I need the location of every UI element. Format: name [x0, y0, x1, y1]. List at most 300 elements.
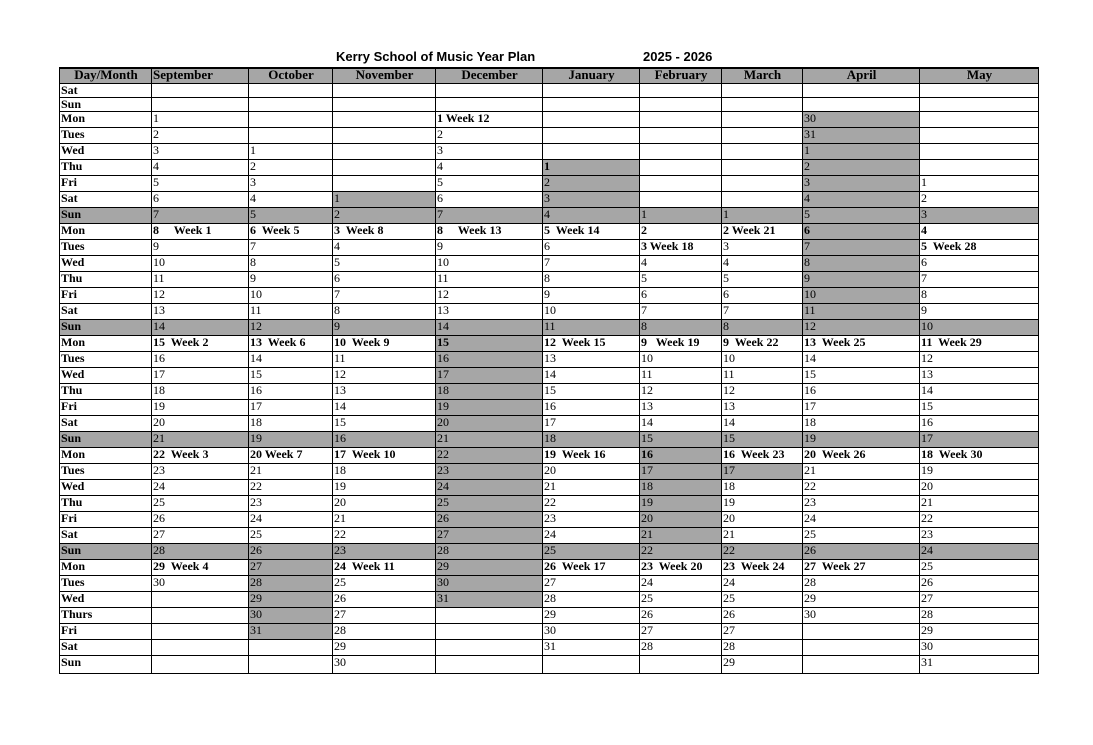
day-cell: [436, 624, 543, 640]
table-row: [60, 192, 1039, 208]
day-cell: 25: [436, 496, 543, 512]
day-cell: 17: [920, 432, 1039, 448]
day-cell: 19 Week 16: [543, 448, 640, 464]
day-cell: 30: [920, 640, 1039, 656]
day-cell: 28: [333, 624, 436, 640]
day-cell: [640, 98, 722, 112]
day-cell: 21: [640, 528, 722, 544]
day-cell: [543, 128, 640, 144]
day-cell: [436, 84, 543, 98]
day-label: Mon: [60, 336, 152, 352]
day-cell: 10: [803, 288, 920, 304]
day-cell: 26: [640, 608, 722, 624]
table-row: [60, 640, 1039, 656]
day-cell: 18: [543, 432, 640, 448]
day-label: Tues: [60, 464, 152, 480]
day-cell: 6: [920, 256, 1039, 272]
day-cell: 28: [543, 592, 640, 608]
day-cell: 29 Week 4: [152, 560, 249, 576]
day-cell: 5: [722, 272, 803, 288]
column-header-february: February: [640, 68, 722, 84]
day-cell: 22: [249, 480, 333, 496]
day-cell: 20: [920, 480, 1039, 496]
day-cell: [640, 160, 722, 176]
day-cell: 15: [920, 400, 1039, 416]
table-row: [60, 272, 1039, 288]
day-cell: 20: [436, 416, 543, 432]
day-cell: [640, 176, 722, 192]
day-cell: 10: [249, 288, 333, 304]
day-cell: 2 Week 21: [722, 224, 803, 240]
day-cell: 17: [249, 400, 333, 416]
day-cell: [722, 176, 803, 192]
day-cell: [249, 98, 333, 112]
day-cell: 5 Week 14: [543, 224, 640, 240]
day-cell: 23: [249, 496, 333, 512]
day-cell: 21: [722, 528, 803, 544]
day-cell: [152, 640, 249, 656]
day-cell: 27: [640, 624, 722, 640]
day-cell: 10: [920, 320, 1039, 336]
day-cell: 4: [543, 208, 640, 224]
day-cell: 30: [543, 624, 640, 640]
table-row: [60, 240, 1039, 256]
day-cell: 17: [152, 368, 249, 384]
day-label: Wed: [60, 592, 152, 608]
day-cell: 13: [640, 400, 722, 416]
day-cell: 29: [920, 624, 1039, 640]
day-cell: 14: [803, 352, 920, 368]
day-label: Tues: [60, 576, 152, 592]
day-cell: 11: [152, 272, 249, 288]
table-row: [60, 352, 1039, 368]
day-cell: 27: [436, 528, 543, 544]
day-cell: 10 Week 9: [333, 336, 436, 352]
day-cell: 26: [436, 512, 543, 528]
day-label: Fri: [60, 288, 152, 304]
day-cell: 8 Week 13: [436, 224, 543, 240]
table-row: [60, 160, 1039, 176]
day-cell: 17 Week 10: [333, 448, 436, 464]
day-cell: 14: [920, 384, 1039, 400]
day-cell: [543, 656, 640, 674]
day-cell: 27 Week 27: [803, 560, 920, 576]
day-cell: 21: [803, 464, 920, 480]
column-header-october: October: [249, 68, 333, 84]
day-cell: 8: [920, 288, 1039, 304]
table-row: [60, 304, 1039, 320]
day-cell: 20: [333, 496, 436, 512]
day-cell: 8: [640, 320, 722, 336]
day-cell: 21: [333, 512, 436, 528]
day-cell: 15: [249, 368, 333, 384]
day-cell: 23: [543, 512, 640, 528]
day-label: Thu: [60, 384, 152, 400]
day-cell: 1: [249, 144, 333, 160]
day-cell: 12: [920, 352, 1039, 368]
day-cell: 7: [640, 304, 722, 320]
day-cell: 4: [920, 224, 1039, 240]
table-row: [60, 336, 1039, 352]
day-cell: 1: [803, 144, 920, 160]
day-cell: 4: [436, 160, 543, 176]
day-cell: 22: [543, 496, 640, 512]
day-cell: 20 Week 7: [249, 448, 333, 464]
day-cell: 1: [152, 112, 249, 128]
school-title: Kerry School of Music Year Plan: [336, 49, 536, 64]
day-cell: 20: [722, 512, 803, 528]
day-cell: 24: [722, 576, 803, 592]
day-cell: 6: [436, 192, 543, 208]
day-cell: 4: [722, 256, 803, 272]
day-cell: 1: [640, 208, 722, 224]
day-cell: [249, 128, 333, 144]
day-cell: 29: [249, 592, 333, 608]
day-cell: 29: [803, 592, 920, 608]
day-cell: 23 Week 20: [640, 560, 722, 576]
day-cell: 26: [333, 592, 436, 608]
day-cell: 30: [803, 112, 920, 128]
day-label: Mon: [60, 448, 152, 464]
day-cell: [152, 608, 249, 624]
day-cell: 18: [722, 480, 803, 496]
day-cell: 16: [152, 352, 249, 368]
day-cell: [920, 98, 1039, 112]
day-cell: 25: [152, 496, 249, 512]
day-cell: 2: [152, 128, 249, 144]
day-cell: [722, 84, 803, 98]
day-cell: 19: [920, 464, 1039, 480]
day-cell: 7: [152, 208, 249, 224]
academic-year: 2025 - 2026: [643, 49, 713, 64]
day-cell: 26: [249, 544, 333, 560]
day-cell: 3: [543, 192, 640, 208]
table-row: [60, 224, 1039, 240]
year-plan-table: [59, 67, 1039, 674]
day-cell: 18: [640, 480, 722, 496]
day-cell: [333, 98, 436, 112]
header-row: [60, 68, 1039, 84]
day-cell: [249, 656, 333, 674]
day-cell: [333, 112, 436, 128]
table-body: [60, 84, 1039, 674]
day-cell: 15: [333, 416, 436, 432]
day-cell: 26: [722, 608, 803, 624]
day-cell: [803, 656, 920, 674]
day-cell: [803, 640, 920, 656]
day-cell: 25: [920, 560, 1039, 576]
day-cell: 15: [543, 384, 640, 400]
day-label: Fri: [60, 176, 152, 192]
day-cell: 3: [152, 144, 249, 160]
day-cell: [920, 84, 1039, 98]
day-cell: 25: [333, 576, 436, 592]
day-label: Mon: [60, 224, 152, 240]
day-cell: 25: [249, 528, 333, 544]
day-cell: 16: [803, 384, 920, 400]
day-label: Tues: [60, 352, 152, 368]
day-cell: 29: [722, 656, 803, 674]
day-cell: 9: [249, 272, 333, 288]
day-cell: 14: [436, 320, 543, 336]
day-cell: 22: [920, 512, 1039, 528]
day-cell: [249, 84, 333, 98]
day-cell: [543, 98, 640, 112]
day-cell: 19: [249, 432, 333, 448]
day-cell: 1 Week 12: [436, 112, 543, 128]
day-cell: 17: [436, 368, 543, 384]
table-row: [60, 592, 1039, 608]
day-cell: 17: [543, 416, 640, 432]
day-cell: 13: [333, 384, 436, 400]
table-row: [60, 464, 1039, 480]
day-label: Sun: [60, 320, 152, 336]
day-cell: 29: [436, 560, 543, 576]
day-cell: 15: [640, 432, 722, 448]
day-label: Sat: [60, 640, 152, 656]
day-cell: 2: [436, 128, 543, 144]
day-cell: 28: [436, 544, 543, 560]
day-cell: 3: [722, 240, 803, 256]
day-cell: 9: [803, 272, 920, 288]
day-cell: 2: [543, 176, 640, 192]
day-cell: 22: [436, 448, 543, 464]
day-cell: 22 Week 3: [152, 448, 249, 464]
day-cell: 14: [152, 320, 249, 336]
day-cell: 25: [722, 592, 803, 608]
day-cell: 6: [152, 192, 249, 208]
day-cell: 26: [920, 576, 1039, 592]
day-cell: 28: [640, 640, 722, 656]
table-row: [60, 144, 1039, 160]
day-cell: 10: [436, 256, 543, 272]
day-cell: 8: [722, 320, 803, 336]
table-row: [60, 176, 1039, 192]
day-cell: 28: [152, 544, 249, 560]
day-cell: 19: [436, 400, 543, 416]
day-cell: 14: [249, 352, 333, 368]
day-cell: [249, 112, 333, 128]
day-cell: [333, 84, 436, 98]
day-cell: 18: [333, 464, 436, 480]
day-cell: 26: [152, 512, 249, 528]
day-cell: 19: [152, 400, 249, 416]
day-cell: [722, 192, 803, 208]
day-cell: 4: [640, 256, 722, 272]
table-row: [60, 448, 1039, 464]
day-cell: 20: [640, 512, 722, 528]
day-cell: 16: [249, 384, 333, 400]
day-cell: 12: [640, 384, 722, 400]
day-cell: 9: [333, 320, 436, 336]
day-cell: [920, 112, 1039, 128]
day-cell: 18: [436, 384, 543, 400]
day-cell: [803, 84, 920, 98]
day-cell: 27: [920, 592, 1039, 608]
day-label: Sat: [60, 84, 152, 98]
day-cell: 27: [543, 576, 640, 592]
day-label: Sun: [60, 432, 152, 448]
day-cell: 13: [920, 368, 1039, 384]
day-cell: 19: [722, 496, 803, 512]
day-cell: 9 Week 19: [640, 336, 722, 352]
day-cell: [640, 128, 722, 144]
day-cell: 16: [920, 416, 1039, 432]
day-cell: [722, 144, 803, 160]
day-cell: 3: [803, 176, 920, 192]
day-cell: 12: [152, 288, 249, 304]
day-cell: 6 Week 5: [249, 224, 333, 240]
day-cell: [436, 640, 543, 656]
day-cell: 1: [920, 176, 1039, 192]
column-header-may: May: [920, 68, 1039, 84]
table-row: [60, 384, 1039, 400]
day-cell: 12: [722, 384, 803, 400]
day-label: Thu: [60, 496, 152, 512]
day-cell: 22: [333, 528, 436, 544]
day-cell: 24: [920, 544, 1039, 560]
day-cell: [333, 128, 436, 144]
day-cell: [436, 608, 543, 624]
day-cell: 5: [640, 272, 722, 288]
day-cell: 18: [152, 384, 249, 400]
table-row: [60, 560, 1039, 576]
day-cell: 4: [803, 192, 920, 208]
day-cell: 13 Week 25: [803, 336, 920, 352]
day-cell: 20 Week 26: [803, 448, 920, 464]
day-label: Fri: [60, 400, 152, 416]
day-cell: 8: [333, 304, 436, 320]
day-cell: 24: [436, 480, 543, 496]
table-row: [60, 416, 1039, 432]
column-header-november: November: [333, 68, 436, 84]
day-cell: 24: [152, 480, 249, 496]
day-cell: 11: [640, 368, 722, 384]
day-cell: 21: [436, 432, 543, 448]
day-cell: 9: [920, 304, 1039, 320]
day-label: Sat: [60, 192, 152, 208]
day-cell: 26 Week 17: [543, 560, 640, 576]
day-cell: 17: [640, 464, 722, 480]
day-cell: 2: [640, 224, 722, 240]
day-cell: 16: [333, 432, 436, 448]
day-cell: 15: [803, 368, 920, 384]
table-row: [60, 528, 1039, 544]
day-cell: 31: [803, 128, 920, 144]
day-cell: 1: [333, 192, 436, 208]
day-cell: 24: [803, 512, 920, 528]
day-cell: 30: [333, 656, 436, 674]
day-cell: 7: [722, 304, 803, 320]
day-cell: 23: [803, 496, 920, 512]
day-cell: 20: [152, 416, 249, 432]
day-cell: 21: [152, 432, 249, 448]
day-cell: 14: [333, 400, 436, 416]
day-cell: [152, 624, 249, 640]
day-cell: [722, 112, 803, 128]
day-cell: 11: [436, 272, 543, 288]
day-cell: 2: [333, 208, 436, 224]
day-cell: 28: [722, 640, 803, 656]
day-label: Thurs: [60, 608, 152, 624]
day-cell: 6: [722, 288, 803, 304]
day-cell: 5: [249, 208, 333, 224]
day-cell: 11: [722, 368, 803, 384]
day-cell: 25: [543, 544, 640, 560]
day-cell: [722, 160, 803, 176]
day-label: Sat: [60, 528, 152, 544]
column-header-march: March: [722, 68, 803, 84]
day-cell: 8: [249, 256, 333, 272]
day-cell: 3: [249, 176, 333, 192]
table-row: [60, 400, 1039, 416]
day-cell: 21: [249, 464, 333, 480]
table-row: [60, 544, 1039, 560]
day-cell: 19: [803, 432, 920, 448]
day-cell: 31: [920, 656, 1039, 674]
day-cell: 25: [803, 528, 920, 544]
table-row: [60, 256, 1039, 272]
table-row: [60, 656, 1039, 674]
day-label: Sun: [60, 656, 152, 674]
column-header-april: April: [803, 68, 920, 84]
day-cell: [640, 144, 722, 160]
day-cell: 4: [152, 160, 249, 176]
day-label: Sun: [60, 98, 152, 112]
day-cell: 4: [249, 192, 333, 208]
day-label: Fri: [60, 512, 152, 528]
day-cell: 21: [920, 496, 1039, 512]
day-cell: 9: [436, 240, 543, 256]
day-cell: 5 Week 28: [920, 240, 1039, 256]
day-cell: 6: [803, 224, 920, 240]
day-cell: 7: [249, 240, 333, 256]
day-cell: 5: [333, 256, 436, 272]
day-cell: [152, 98, 249, 112]
day-cell: 26: [803, 544, 920, 560]
day-label: Wed: [60, 480, 152, 496]
table-row: [60, 576, 1039, 592]
day-cell: 20: [543, 464, 640, 480]
day-cell: 2: [920, 192, 1039, 208]
day-cell: 30: [803, 608, 920, 624]
day-cell: 22: [640, 544, 722, 560]
table-row: [60, 320, 1039, 336]
day-cell: 11: [333, 352, 436, 368]
day-cell: 15: [436, 336, 543, 352]
day-cell: [722, 98, 803, 112]
day-cell: [640, 192, 722, 208]
day-cell: 3: [920, 208, 1039, 224]
day-cell: 7: [333, 288, 436, 304]
day-cell: 24: [249, 512, 333, 528]
day-cell: 27: [249, 560, 333, 576]
day-cell: 1: [543, 160, 640, 176]
day-label: Mon: [60, 112, 152, 128]
day-cell: [722, 128, 803, 144]
day-cell: [640, 112, 722, 128]
day-cell: 15 Week 2: [152, 336, 249, 352]
day-cell: 7: [803, 240, 920, 256]
column-header-january: January: [543, 68, 640, 84]
day-cell: [436, 98, 543, 112]
day-cell: 29: [333, 640, 436, 656]
day-cell: 11 Week 29: [920, 336, 1039, 352]
day-cell: 14: [543, 368, 640, 384]
table-row: [60, 432, 1039, 448]
day-cell: 9 Week 22: [722, 336, 803, 352]
table-row: [60, 624, 1039, 640]
